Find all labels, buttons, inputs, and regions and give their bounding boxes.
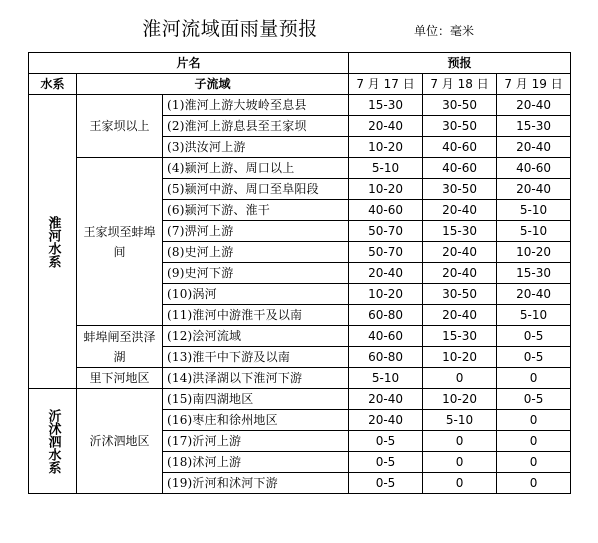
sub-basin-label: (5)颍河中游、周口至阜阳段 — [163, 179, 349, 200]
sub-basin-label: (19)沂河和沭河下游 — [163, 473, 349, 494]
forecast-value-day-2: 20-40 — [423, 263, 497, 284]
table-row — [29, 95, 571, 116]
forecast-value-day-3: 20-40 — [497, 95, 571, 116]
forecast-value-day-1: 20-40 — [349, 389, 423, 410]
header-sub-basin: 子流域 — [77, 74, 349, 95]
header-piece-name: 片名 — [29, 53, 349, 74]
unit-label: 单位：毫米 — [414, 24, 475, 38]
forecast-value-day-1: 5-10 — [349, 158, 423, 179]
forecast-value-day-2: 20-40 — [423, 305, 497, 326]
forecast-value-day-3: 40-60 — [497, 158, 571, 179]
forecast-value-day-2: 5-10 — [423, 410, 497, 431]
sub-basin-label: (7)淠河上游 — [163, 221, 349, 242]
forecast-value-day-3: 5-10 — [497, 200, 571, 221]
forecast-value-day-1: 20-40 — [349, 116, 423, 137]
forecast-value-day-2: 10-20 — [423, 389, 497, 410]
region-label: 蚌埠闸至洪泽湖 — [77, 326, 163, 368]
forecast-value-day-3: 20-40 — [497, 284, 571, 305]
forecast-value-day-2: 20-40 — [423, 200, 497, 221]
header-date-2: 7 月 18 日 — [423, 74, 497, 95]
forecast-value-day-2: 20-40 — [423, 242, 497, 263]
forecast-value-day-3: 15-30 — [497, 263, 571, 284]
forecast-value-day-2: 15-30 — [423, 221, 497, 242]
forecast-value-day-1: 60-80 — [349, 347, 423, 368]
forecast-value-day-3: 0 — [497, 410, 571, 431]
forecast-value-day-3: 0 — [497, 431, 571, 452]
forecast-value-day-1: 50-70 — [349, 242, 423, 263]
forecast-value-day-3: 20-40 — [497, 179, 571, 200]
system-label: 沂沭泗水系 — [45, 408, 61, 474]
sub-basin-label: (1)淮河上游大坡岭至息县 — [163, 95, 349, 116]
forecast-value-day-3: 0 — [497, 452, 571, 473]
forecast-value-day-1: 0-5 — [349, 473, 423, 494]
page-title: 淮河流域面雨量预报 — [142, 18, 318, 40]
forecast-value-day-3: 20-40 — [497, 137, 571, 158]
forecast-value-day-2: 10-20 — [423, 347, 497, 368]
header-system: 水系 — [29, 74, 77, 95]
sub-basin-label: (2)淮河上游息县至王家坝 — [163, 116, 349, 137]
sub-basin-label: (17)沂河上游 — [163, 431, 349, 452]
region-label: 王家坝以上 — [77, 95, 163, 158]
header-date-1: 7 月 17 日 — [349, 74, 423, 95]
region-label: 里下河地区 — [77, 368, 163, 389]
forecast-value-day-1: 15-30 — [349, 95, 423, 116]
sub-basin-label: (15)南四湖地区 — [163, 389, 349, 410]
forecast-value-day-3: 15-30 — [497, 116, 571, 137]
sub-basin-label: (13)淮干中下游及以南 — [163, 347, 349, 368]
sub-basin-label: (9)史河下游 — [163, 263, 349, 284]
forecast-value-day-3: 5-10 — [497, 221, 571, 242]
header-row-sub — [29, 74, 571, 95]
forecast-value-day-1: 5-10 — [349, 368, 423, 389]
forecast-value-day-2: 15-30 — [423, 326, 497, 347]
sub-basin-label: (12)浍河流域 — [163, 326, 349, 347]
forecast-value-day-1: 20-40 — [349, 263, 423, 284]
sub-basin-label: (16)枣庄和徐州地区 — [163, 410, 349, 431]
forecast-value-day-2: 0 — [423, 452, 497, 473]
header-forecast: 预报 — [349, 53, 571, 74]
system-cell — [29, 389, 77, 494]
forecast-value-day-3: 0 — [497, 368, 571, 389]
table-row — [29, 326, 571, 347]
sub-basin-label: (14)洪泽湖以下淮河下游 — [163, 368, 349, 389]
forecast-value-day-1: 10-20 — [349, 137, 423, 158]
table-row — [29, 389, 571, 410]
forecast-value-day-2: 0 — [423, 368, 497, 389]
forecast-value-day-3: 0-5 — [497, 389, 571, 410]
forecast-value-day-1: 10-20 — [349, 179, 423, 200]
forecast-value-day-2: 30-50 — [423, 116, 497, 137]
forecast-value-day-2: 40-60 — [423, 158, 497, 179]
forecast-value-day-1: 60-80 — [349, 305, 423, 326]
region-label: 沂沭泗地区 — [77, 389, 163, 494]
forecast-value-day-3: 10-20 — [497, 242, 571, 263]
sub-basin-label: (4)颍河上游、周口以上 — [163, 158, 349, 179]
forecast-value-day-2: 0 — [423, 473, 497, 494]
forecast-value-day-1: 0-5 — [349, 452, 423, 473]
sub-basin-label: (8)史河上游 — [163, 242, 349, 263]
forecast-value-day-1: 20-40 — [349, 410, 423, 431]
forecast-value-day-2: 40-60 — [423, 137, 497, 158]
forecast-value-day-1: 50-70 — [349, 221, 423, 242]
system-cell — [29, 95, 77, 389]
forecast-value-day-1: 10-20 — [349, 284, 423, 305]
forecast-value-day-2: 0 — [423, 431, 497, 452]
region-label: 王家坝至蚌埠间 — [77, 158, 163, 326]
header-row-top — [29, 53, 571, 74]
sub-basin-label: (10)涡河 — [163, 284, 349, 305]
sub-basin-label: (6)颍河下游、淮干 — [163, 200, 349, 221]
sub-basin-label: (3)洪汝河上游 — [163, 137, 349, 158]
system-label: 淮河水系 — [45, 215, 61, 268]
forecast-value-day-2: 30-50 — [423, 95, 497, 116]
sub-basin-label: (18)沭河上游 — [163, 452, 349, 473]
forecast-value-day-1: 40-60 — [349, 200, 423, 221]
forecast-value-day-3: 0-5 — [497, 326, 571, 347]
table-row — [29, 158, 571, 179]
forecast-value-day-3: 0 — [497, 473, 571, 494]
rainfall-forecast-table — [28, 52, 571, 494]
forecast-value-day-2: 30-50 — [423, 179, 497, 200]
sub-basin-label: (11)淮河中游淮干及以南 — [163, 305, 349, 326]
forecast-value-day-3: 0-5 — [497, 347, 571, 368]
forecast-value-day-2: 30-50 — [423, 284, 497, 305]
forecast-value-day-1: 40-60 — [349, 326, 423, 347]
header-date-3: 7 月 19 日 — [497, 74, 571, 95]
forecast-value-day-1: 0-5 — [349, 431, 423, 452]
forecast-value-day-3: 5-10 — [497, 305, 571, 326]
table-row — [29, 368, 571, 389]
